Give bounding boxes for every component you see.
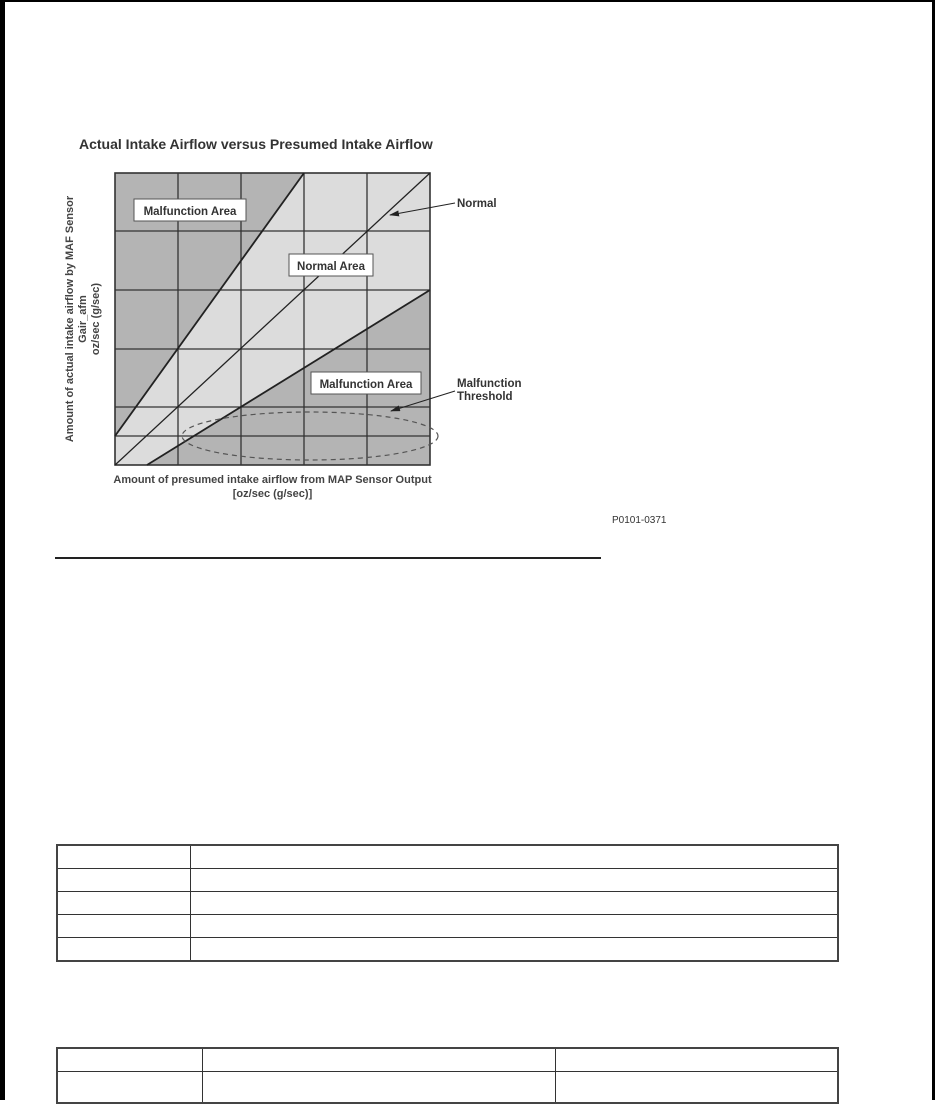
table-row bbox=[57, 1072, 838, 1104]
y-axis-label-line: Amount of actual intake airflow by MAF Sensor bbox=[64, 195, 76, 443]
upper-malfunction-label: Malfunction Area bbox=[143, 206, 237, 218]
x-axis-label bbox=[80, 473, 465, 501]
table-cell bbox=[191, 869, 839, 892]
section-divider bbox=[55, 557, 601, 559]
table-cell bbox=[556, 1072, 839, 1104]
threshold-callout-label-line2: Threshold bbox=[457, 391, 513, 403]
table-cell bbox=[57, 915, 191, 938]
figure-id: P0101-0371 bbox=[612, 515, 667, 526]
table-cell bbox=[57, 1072, 203, 1104]
table-cell bbox=[191, 892, 839, 915]
y-axis-label-line: Gair_afm bbox=[77, 295, 89, 343]
table-row bbox=[57, 892, 838, 915]
table-cell bbox=[203, 1048, 556, 1072]
table-cell bbox=[57, 892, 191, 915]
table-row bbox=[57, 938, 838, 962]
normal-callout-label: Normal bbox=[457, 198, 497, 210]
lower-malfunction-label: Malfunction Area bbox=[319, 379, 413, 391]
figure-title: Actual Intake Airflow versus Presumed Intake Airflow bbox=[79, 136, 433, 152]
x-axis-label-line: Amount of presumed intake airflow from MAP Sensor Output bbox=[113, 474, 432, 486]
normal-area-label: Normal Area bbox=[297, 261, 365, 273]
table-cell bbox=[57, 938, 191, 962]
table-row bbox=[57, 915, 838, 938]
y-axis-label-line: oz/sec (g/sec) bbox=[90, 282, 102, 356]
y-axis-label bbox=[64, 173, 103, 465]
table-cell bbox=[203, 1072, 556, 1104]
table-cell bbox=[57, 1048, 203, 1072]
table-cell bbox=[191, 845, 839, 869]
threshold-callout-label-line1: Malfunction bbox=[457, 378, 522, 390]
table-row bbox=[57, 845, 838, 869]
table-2 bbox=[56, 1047, 839, 1104]
table-cell bbox=[191, 915, 839, 938]
table-1 bbox=[56, 844, 839, 962]
table-cell bbox=[556, 1048, 839, 1072]
table-cell bbox=[191, 938, 839, 962]
table-cell bbox=[57, 845, 191, 869]
x-axis-label-line: [oz/sec (g/sec)] bbox=[232, 488, 313, 500]
table-row bbox=[57, 1048, 838, 1072]
table-cell bbox=[57, 869, 191, 892]
table-row bbox=[57, 869, 838, 892]
